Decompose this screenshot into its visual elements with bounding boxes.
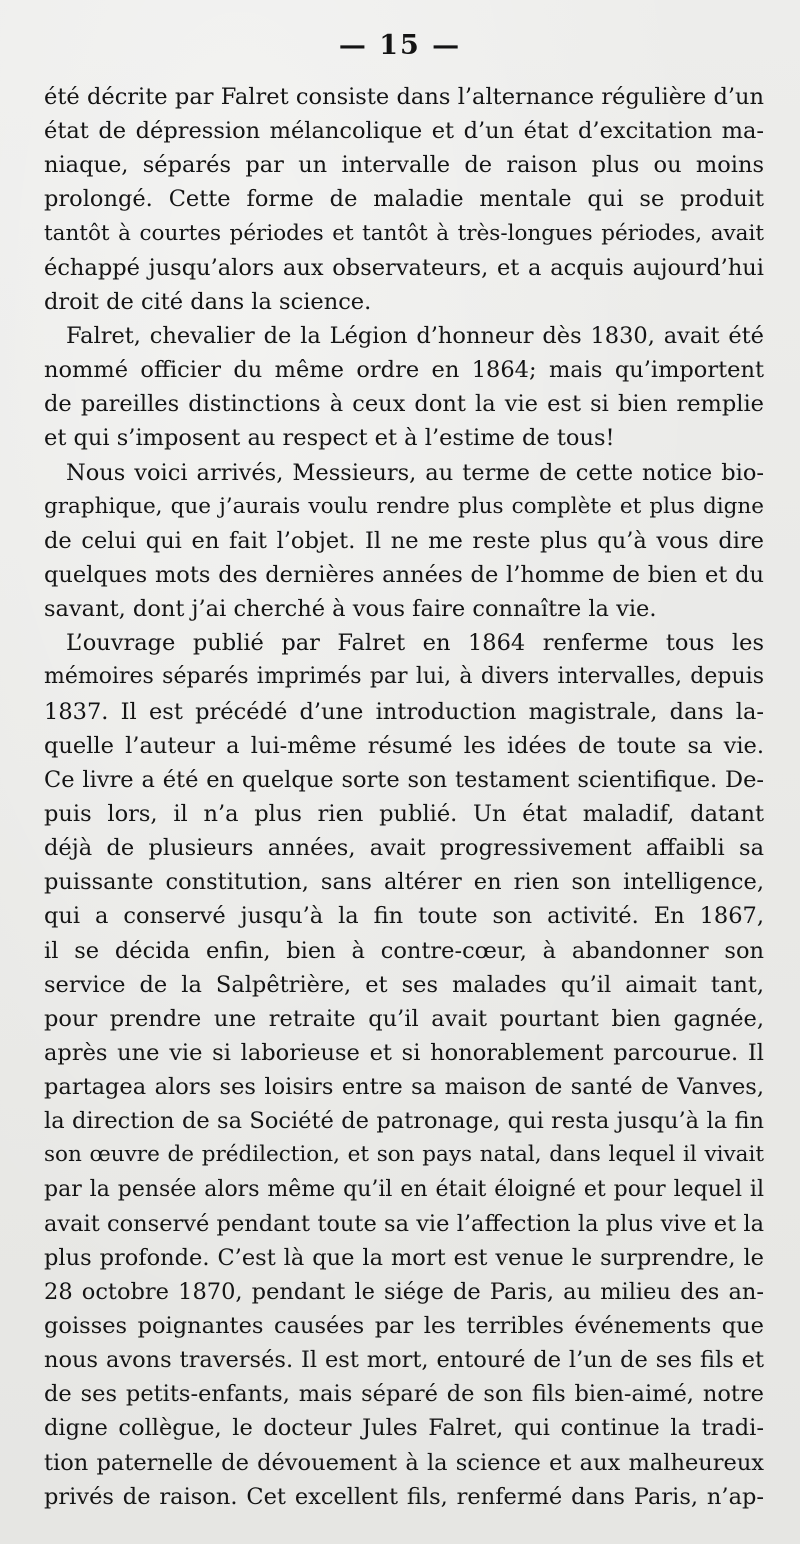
text-line: il se décida enfin, bien à contre-cœur, à abandonner son (44, 937, 764, 964)
text-line: nommé officier du même ordre en 1864; mais qu’importent (44, 357, 764, 384)
text-line: état de dépression mélancolique et d’un état d’excitation ma- (44, 118, 764, 145)
text-line: privés de raison. Cet excellent fils, renfermé dans Paris, n’ap- (44, 1483, 764, 1510)
text-line: par la pensée alors même qu’il en était éloigné et pour lequel il (44, 1176, 764, 1202)
text-line: niaque, séparés par un intervalle de raison plus ou moins (44, 152, 764, 179)
text-line: Nous voici arrivés, Messieurs, au terme de cette notice bio- (66, 459, 764, 486)
text-line: mémoires séparés imprimés par lui, à divers intervalles, depuis (44, 664, 764, 690)
page-number: — 15 — (338, 30, 462, 61)
text-line: goisses poignantes causées par les terribles événements que (44, 1313, 764, 1340)
text-line: droit de cité dans la science. (44, 288, 372, 315)
text-line: tion paternelle de dévouement à la science et aux malheureux (44, 1449, 764, 1476)
text-line: son œuvre de prédilection, et son pays natal, dans lequel il vivait (44, 1142, 764, 1168)
text-line: la direction de sa Société de patronage, qui resta jusqu’à la fin (44, 1108, 764, 1135)
text-line: L’ouvrage publié par Falret en 1864 renferme tous les (66, 630, 764, 657)
text-line: prolongé. Cette forme de maladie mentale qui se produit (44, 186, 764, 213)
text-line: quelques mots des dernières années de l’homme de bien et du (44, 561, 764, 588)
text-line: de ses petits-enfants, mais séparé de son fils bien-aimé, notre (44, 1381, 764, 1408)
text-line: qui a conservé jusqu’à la fin toute son activité. En 1867, (44, 903, 764, 930)
text-line: savant, dont j’ai cherché à vous faire connaître la vie. (44, 596, 657, 623)
text-line: quelle l’auteur a lui-même résumé les idées de toute sa vie. (44, 732, 764, 759)
text-line: nous avons traversés. Il est mort, entouré de l’un de ses fils et (44, 1347, 764, 1374)
text-line: plus profonde. C’est là que la mort est venue le surprendre, le (44, 1244, 764, 1271)
text-line: 1837. Il est précédé d’une introduction magistrale, dans la- (44, 698, 764, 725)
text-line: été décrite par Falret consiste dans l’alternance régulière d’un (44, 84, 764, 110)
body-text (44, 80, 764, 1514)
text-line: puis lors, il n’a plus rien publié. Un état maladif, datant (44, 800, 764, 827)
text-line: déjà de plusieurs années, avait progressivement affaibli sa (44, 835, 764, 862)
text-line: 28 octobre 1870, pendant le siége de Paris, au milieu des an- (44, 1278, 764, 1305)
text-line: et qui s’imposent au respect et à l’estime de tous! (44, 425, 615, 452)
text-line: après une vie si laborieuse et si honorablement parcourue. Il (44, 1039, 764, 1066)
text-line: service de la Salpêtrière, et ses malades qu’il aimait tant, (44, 971, 764, 998)
text-line: de celui qui en fait l’objet. Il ne me reste plus qu’à vous dire (44, 527, 764, 554)
text-line: puissante constitution, sans altérer en rien son intelligence, (44, 869, 764, 896)
text-line: échappé jusqu’alors aux observateurs, et a acquis aujourd’hui (44, 254, 764, 281)
text-line: tantôt à courtes périodes et tantôt à très-longues périodes, avait (44, 220, 764, 246)
text-line: avait conservé pendant toute sa vie l’affection la plus vive et la (44, 1210, 764, 1237)
text-line: Ce livre a été en quelque sorte son testament scientifique. De- (44, 766, 764, 793)
text-line: graphique, que j’aurais voulu rendre plus complète et plus digne (44, 493, 764, 519)
text-line: pour prendre une retraite qu’il avait pourtant bien gagnée, (44, 1005, 764, 1032)
text-line: digne collègue, le docteur Jules Falret, qui continue la tradi- (44, 1415, 764, 1442)
text-line: Falret, chevalier de la Légion d’honneur dès 1830, avait été (66, 322, 764, 349)
text-line: de pareilles distinctions à ceux dont la vie est si bien remplie (44, 391, 764, 418)
text-line: partagea alors ses loisirs entre sa maison de santé de Vanves, (44, 1074, 764, 1101)
